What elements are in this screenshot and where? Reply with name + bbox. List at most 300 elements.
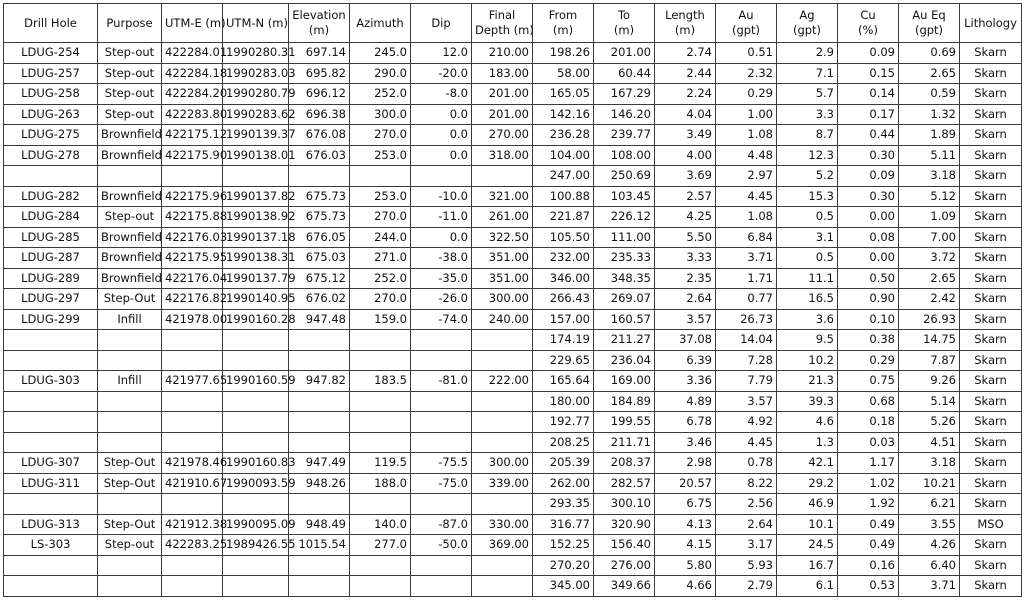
cell-depth: 369.00 (472, 535, 533, 556)
cell-ag: 6.1 (777, 576, 838, 597)
cell-azimuth (350, 166, 411, 187)
cell-au: 0.51 (716, 43, 777, 64)
cell-from: 262.00 (533, 473, 594, 494)
cell-ag: 46.9 (777, 494, 838, 515)
table-row (4, 309, 1022, 330)
cell-au: 4.48 (716, 145, 777, 166)
cell-utmn: 1990283.03 (223, 63, 289, 84)
cell-from: 165.64 (533, 371, 594, 392)
cell-purpose: Brownfield (98, 268, 162, 289)
cell-aueq: 7.00 (899, 227, 960, 248)
cell-azimuth (350, 555, 411, 576)
cell-azimuth: 252.0 (350, 84, 411, 105)
cell-hole: LDUG-258 (4, 84, 98, 105)
cell-dip: 12.0 (411, 43, 472, 64)
cell-elev (289, 350, 350, 371)
cell-hole (4, 391, 98, 412)
cell-length: 6.78 (655, 412, 716, 433)
column-header-ag: Ag (gpt) (777, 4, 838, 43)
cell-from: 232.00 (533, 248, 594, 269)
cell-hole: LDUG-303 (4, 371, 98, 392)
cell-dip: -20.0 (411, 63, 472, 84)
cell-au: 3.71 (716, 248, 777, 269)
table-row (4, 555, 1022, 576)
cell-elev: 947.82 (289, 371, 350, 392)
cell-purpose: Step-Out (98, 289, 162, 310)
cell-dip (411, 576, 472, 597)
cell-dip: 0.0 (411, 125, 472, 146)
cell-utmn: 1990137.79 (223, 268, 289, 289)
cell-depth (472, 576, 533, 597)
cell-hole: LDUG-313 (4, 514, 98, 535)
cell-purpose: Step-out (98, 535, 162, 556)
cell-utmn (223, 494, 289, 515)
cell-utme: 422284.20 (162, 84, 223, 105)
cell-elev (289, 494, 350, 515)
cell-azimuth: 119.5 (350, 453, 411, 474)
cell-dip: -8.0 (411, 84, 472, 105)
cell-azimuth (350, 432, 411, 453)
cell-azimuth: 270.0 (350, 207, 411, 228)
cell-from: 236.28 (533, 125, 594, 146)
cell-to: 184.89 (594, 391, 655, 412)
cell-length: 4.00 (655, 145, 716, 166)
cell-from: 208.25 (533, 432, 594, 453)
cell-purpose (98, 432, 162, 453)
cell-cu: 0.09 (838, 43, 899, 64)
cell-aueq: 5.14 (899, 391, 960, 412)
cell-litho: Skarn (960, 268, 1022, 289)
cell-elev (289, 391, 350, 412)
cell-azimuth: 245.0 (350, 43, 411, 64)
cell-hole: LDUG-307 (4, 453, 98, 474)
cell-elev: 1015.54 (289, 535, 350, 556)
cell-from: 165.05 (533, 84, 594, 105)
cell-aueq: 6.40 (899, 555, 960, 576)
cell-from: 293.35 (533, 494, 594, 515)
cell-depth (472, 494, 533, 515)
cell-litho: Skarn (960, 432, 1022, 453)
cell-azimuth: 140.0 (350, 514, 411, 535)
cell-dip: -26.0 (411, 289, 472, 310)
cell-utmn (223, 350, 289, 371)
cell-elev: 676.03 (289, 145, 350, 166)
cell-length: 3.33 (655, 248, 716, 269)
cell-au: 0.77 (716, 289, 777, 310)
cell-hole (4, 412, 98, 433)
cell-length: 3.69 (655, 166, 716, 187)
cell-from: 104.00 (533, 145, 594, 166)
cell-utme (162, 166, 223, 187)
cell-dip: -38.0 (411, 248, 472, 269)
cell-utmn: 1990138.01 (223, 145, 289, 166)
cell-depth: 201.00 (472, 104, 533, 125)
cell-purpose: Brownfield (98, 248, 162, 269)
cell-utme (162, 432, 223, 453)
cell-dip: 0.0 (411, 227, 472, 248)
column-header-aueq: Au Eq (gpt) (899, 4, 960, 43)
cell-cu: 0.17 (838, 104, 899, 125)
cell-from: 180.00 (533, 391, 594, 412)
table-row (4, 453, 1022, 474)
cell-elev (289, 576, 350, 597)
cell-azimuth: 244.0 (350, 227, 411, 248)
cell-utme (162, 412, 223, 433)
cell-cu: 0.18 (838, 412, 899, 433)
cell-dip (411, 330, 472, 351)
cell-aueq: 4.26 (899, 535, 960, 556)
column-header-litho: Lithology (960, 4, 1022, 43)
cell-to: 111.00 (594, 227, 655, 248)
cell-depth (472, 432, 533, 453)
cell-aueq: 1.09 (899, 207, 960, 228)
table-body (4, 43, 1022, 597)
cell-ag: 24.5 (777, 535, 838, 556)
cell-azimuth: 252.0 (350, 268, 411, 289)
cell-aueq: 1.32 (899, 104, 960, 125)
cell-aueq: 4.51 (899, 432, 960, 453)
cell-from: 174.19 (533, 330, 594, 351)
cell-ag: 0.5 (777, 207, 838, 228)
cell-to: 250.69 (594, 166, 655, 187)
cell-au: 3.17 (716, 535, 777, 556)
cell-purpose (98, 412, 162, 433)
cell-litho: Skarn (960, 473, 1022, 494)
cell-utme: 422175.12 (162, 125, 223, 146)
cell-depth: 330.00 (472, 514, 533, 535)
cell-azimuth (350, 494, 411, 515)
cell-depth: 240.00 (472, 309, 533, 330)
cell-from: 229.65 (533, 350, 594, 371)
cell-litho: Skarn (960, 145, 1022, 166)
cell-utmn: 1990280.31 (223, 43, 289, 64)
cell-aueq: 5.26 (899, 412, 960, 433)
cell-ag: 10.1 (777, 514, 838, 535)
column-header-elev: Elevation (m) (289, 4, 350, 43)
cell-dip: -87.0 (411, 514, 472, 535)
table-row (4, 371, 1022, 392)
cell-purpose (98, 576, 162, 597)
cell-dip: -81.0 (411, 371, 472, 392)
cell-hole (4, 494, 98, 515)
cell-utmn (223, 391, 289, 412)
cell-au: 2.56 (716, 494, 777, 515)
cell-from: 205.39 (533, 453, 594, 474)
cell-hole: LDUG-284 (4, 207, 98, 228)
cell-hole: LDUG-263 (4, 104, 98, 125)
table-row (4, 514, 1022, 535)
cell-dip (411, 555, 472, 576)
cell-from: 58.00 (533, 63, 594, 84)
cell-from: 192.77 (533, 412, 594, 433)
cell-utmn: 1990138.92 (223, 207, 289, 228)
cell-purpose (98, 391, 162, 412)
cell-purpose: Brownfield (98, 227, 162, 248)
cell-azimuth (350, 350, 411, 371)
table-row (4, 125, 1022, 146)
cell-length: 4.25 (655, 207, 716, 228)
cell-utmn: 1990095.09 (223, 514, 289, 535)
cell-cu: 0.14 (838, 84, 899, 105)
cell-purpose: Infill (98, 309, 162, 330)
cell-litho: Skarn (960, 43, 1022, 64)
cell-from: 157.00 (533, 309, 594, 330)
cell-aueq: 3.18 (899, 166, 960, 187)
cell-dip (411, 412, 472, 433)
cell-length: 3.49 (655, 125, 716, 146)
cell-purpose: Step-out (98, 43, 162, 64)
cell-depth (472, 391, 533, 412)
cell-purpose: Infill (98, 371, 162, 392)
cell-utmn: 1990160.28 (223, 309, 289, 330)
cell-to: 239.77 (594, 125, 655, 146)
cell-dip: -10.0 (411, 186, 472, 207)
column-header-hole: Drill Hole (4, 4, 98, 43)
cell-cu: 0.09 (838, 166, 899, 187)
cell-cu: 0.00 (838, 248, 899, 269)
cell-au: 2.64 (716, 514, 777, 535)
cell-litho: MSO (960, 514, 1022, 535)
cell-utmn (223, 576, 289, 597)
cell-aueq: 3.72 (899, 248, 960, 269)
cell-cu: 0.49 (838, 535, 899, 556)
cell-depth: 183.00 (472, 63, 533, 84)
cell-length: 4.66 (655, 576, 716, 597)
cell-from: 270.20 (533, 555, 594, 576)
cell-hole: LDUG-285 (4, 227, 98, 248)
cell-purpose (98, 166, 162, 187)
cell-aueq: 0.59 (899, 84, 960, 105)
column-header-au: Au (gpt) (716, 4, 777, 43)
cell-litho: Skarn (960, 453, 1022, 474)
cell-dip (411, 350, 472, 371)
cell-cu: 0.50 (838, 268, 899, 289)
cell-azimuth (350, 412, 411, 433)
cell-dip: -35.0 (411, 268, 472, 289)
cell-elev: 695.82 (289, 63, 350, 84)
cell-purpose (98, 330, 162, 351)
cell-utmn: 1990138.31 (223, 248, 289, 269)
cell-elev: 675.73 (289, 207, 350, 228)
cell-to: 348.35 (594, 268, 655, 289)
cell-utme: 422175.90 (162, 145, 223, 166)
cell-aueq: 7.87 (899, 350, 960, 371)
cell-length: 4.04 (655, 104, 716, 125)
cell-purpose: Step-out (98, 104, 162, 125)
cell-length: 3.46 (655, 432, 716, 453)
cell-utme: 421978.00 (162, 309, 223, 330)
cell-cu: 0.30 (838, 186, 899, 207)
cell-elev: 675.73 (289, 186, 350, 207)
table-row (4, 432, 1022, 453)
cell-depth (472, 330, 533, 351)
cell-elev (289, 432, 350, 453)
cell-elev: 676.05 (289, 227, 350, 248)
cell-elev: 696.38 (289, 104, 350, 125)
cell-cu: 0.16 (838, 555, 899, 576)
cell-cu: 0.38 (838, 330, 899, 351)
cell-to: 156.40 (594, 535, 655, 556)
cell-utmn (223, 412, 289, 433)
cell-au: 0.78 (716, 453, 777, 474)
cell-cu: 0.49 (838, 514, 899, 535)
cell-utme (162, 555, 223, 576)
cell-utmn: 1990137.18 (223, 227, 289, 248)
cell-azimuth: 270.0 (350, 125, 411, 146)
cell-utme: 421912.38 (162, 514, 223, 535)
cell-au: 1.00 (716, 104, 777, 125)
cell-length: 3.36 (655, 371, 716, 392)
header-row (4, 4, 1022, 43)
cell-utme: 422175.88 (162, 207, 223, 228)
cell-length: 2.64 (655, 289, 716, 310)
cell-cu: 0.90 (838, 289, 899, 310)
table-row (4, 145, 1022, 166)
cell-ag: 5.2 (777, 166, 838, 187)
table-row (4, 391, 1022, 412)
cell-to: 211.27 (594, 330, 655, 351)
cell-utmn: 1990139.37 (223, 125, 289, 146)
cell-utme: 421978.46 (162, 453, 223, 474)
cell-elev (289, 555, 350, 576)
cell-length: 4.15 (655, 535, 716, 556)
cell-au: 4.45 (716, 186, 777, 207)
cell-utme: 421910.67 (162, 473, 223, 494)
cell-utme: 422176.82 (162, 289, 223, 310)
cell-azimuth: 300.0 (350, 104, 411, 125)
cell-azimuth: 271.0 (350, 248, 411, 269)
cell-hole (4, 350, 98, 371)
cell-utme: 422283.25 (162, 535, 223, 556)
cell-au: 3.57 (716, 391, 777, 412)
cell-azimuth: 188.0 (350, 473, 411, 494)
cell-ag: 16.7 (777, 555, 838, 576)
cell-hole: LDUG-297 (4, 289, 98, 310)
cell-to: 167.29 (594, 84, 655, 105)
cell-ag: 8.7 (777, 125, 838, 146)
cell-au: 6.84 (716, 227, 777, 248)
cell-utmn: 1990280.79 (223, 84, 289, 105)
cell-cu: 0.75 (838, 371, 899, 392)
cell-litho: Skarn (960, 248, 1022, 269)
cell-cu: 0.00 (838, 207, 899, 228)
cell-depth: 210.00 (472, 43, 533, 64)
cell-utmn: 1990283.62 (223, 104, 289, 125)
cell-ag: 3.6 (777, 309, 838, 330)
cell-utme: 422176.04 (162, 268, 223, 289)
cell-hole: LDUG-311 (4, 473, 98, 494)
cell-depth: 300.00 (472, 289, 533, 310)
cell-ag: 2.9 (777, 43, 838, 64)
table-row (4, 166, 1022, 187)
cell-au: 0.29 (716, 84, 777, 105)
cell-aueq: 3.18 (899, 453, 960, 474)
cell-azimuth (350, 330, 411, 351)
cell-dip: 0.0 (411, 145, 472, 166)
cell-utme: 422284.01 (162, 43, 223, 64)
cell-litho: Skarn (960, 309, 1022, 330)
cell-to: 211.71 (594, 432, 655, 453)
cell-azimuth: 290.0 (350, 63, 411, 84)
cell-aueq: 3.71 (899, 576, 960, 597)
cell-length: 5.80 (655, 555, 716, 576)
cell-purpose: Brownfield (98, 145, 162, 166)
cell-ag: 42.1 (777, 453, 838, 474)
cell-ag: 29.2 (777, 473, 838, 494)
cell-litho: Skarn (960, 125, 1022, 146)
cell-ag: 12.3 (777, 145, 838, 166)
cell-hole: LDUG-254 (4, 43, 98, 64)
cell-purpose: Brownfield (98, 125, 162, 146)
cell-utme: 422284.18 (162, 63, 223, 84)
cell-utmn: 1990140.95 (223, 289, 289, 310)
cell-ag: 16.5 (777, 289, 838, 310)
column-header-cu: Cu (%) (838, 4, 899, 43)
column-header-to: To (m) (594, 4, 655, 43)
cell-to: 201.00 (594, 43, 655, 64)
cell-from: 100.88 (533, 186, 594, 207)
table-row (4, 248, 1022, 269)
cell-ag: 7.1 (777, 63, 838, 84)
cell-purpose (98, 350, 162, 371)
cell-azimuth (350, 391, 411, 412)
column-header-utme: UTM-E (m) (162, 4, 223, 43)
cell-aueq: 26.93 (899, 309, 960, 330)
cell-hole: LDUG-299 (4, 309, 98, 330)
table-row (4, 330, 1022, 351)
cell-azimuth (350, 576, 411, 597)
cell-litho: Skarn (960, 227, 1022, 248)
cell-purpose: Step-Out (98, 514, 162, 535)
cell-hole: LS-303 (4, 535, 98, 556)
cell-utmn: 1989426.55 (223, 535, 289, 556)
cell-hole: LDUG-287 (4, 248, 98, 269)
cell-litho: Skarn (960, 412, 1022, 433)
cell-cu: 0.68 (838, 391, 899, 412)
table-row (4, 473, 1022, 494)
table-row (4, 535, 1022, 556)
table-row (4, 350, 1022, 371)
cell-hole (4, 330, 98, 351)
cell-utmn: 1990093.59 (223, 473, 289, 494)
column-header-utmn: UTM-N (m) (223, 4, 289, 43)
table-row (4, 494, 1022, 515)
cell-au: 2.32 (716, 63, 777, 84)
cell-length: 2.44 (655, 63, 716, 84)
cell-depth (472, 555, 533, 576)
cell-aueq: 1.89 (899, 125, 960, 146)
cell-length: 6.75 (655, 494, 716, 515)
table-row (4, 289, 1022, 310)
cell-au: 5.93 (716, 555, 777, 576)
cell-dip: -11.0 (411, 207, 472, 228)
table-row (4, 227, 1022, 248)
cell-from: 221.87 (533, 207, 594, 228)
cell-ag: 39.3 (777, 391, 838, 412)
cell-to: 169.00 (594, 371, 655, 392)
cell-au: 7.28 (716, 350, 777, 371)
column-header-depth: Final Depth (m) (472, 4, 533, 43)
cell-ag: 21.3 (777, 371, 838, 392)
cell-to: 349.66 (594, 576, 655, 597)
cell-aueq: 10.21 (899, 473, 960, 494)
cell-cu: 1.92 (838, 494, 899, 515)
cell-ag: 11.1 (777, 268, 838, 289)
cell-utme: 422175.95 (162, 248, 223, 269)
cell-azimuth: 277.0 (350, 535, 411, 556)
cell-to: 146.20 (594, 104, 655, 125)
table-header (4, 4, 1022, 43)
